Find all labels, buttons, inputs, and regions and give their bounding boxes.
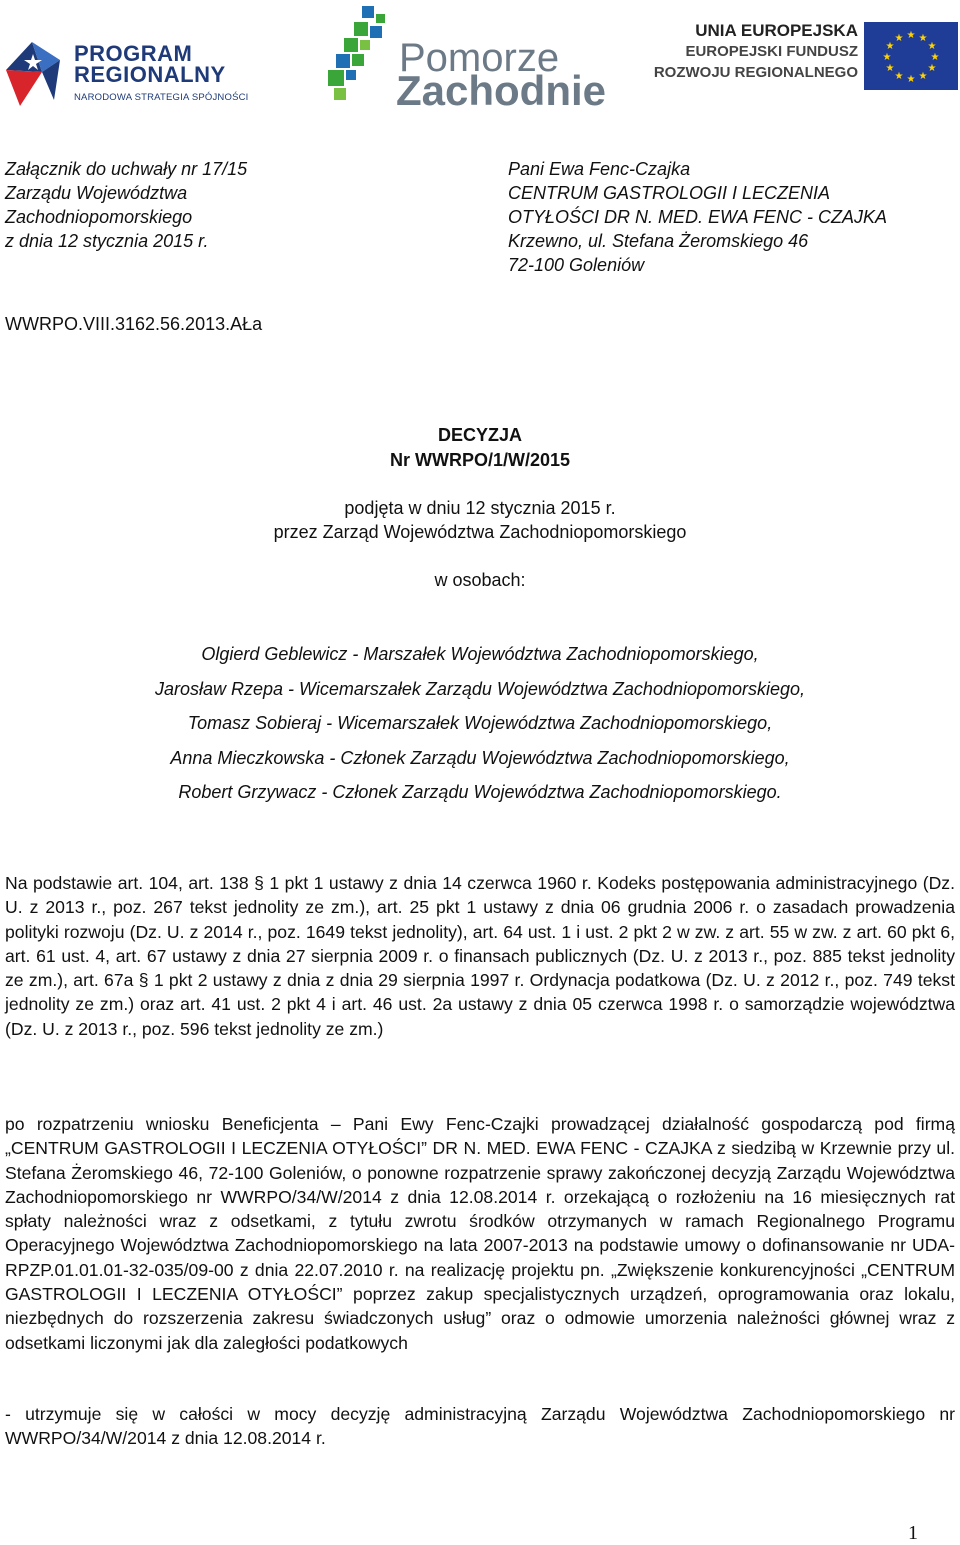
annex-header [5, 157, 247, 253]
recipient-line: 72-100 Goleniów [508, 255, 645, 275]
program-regionalny-mark-icon [4, 30, 70, 110]
recipient-line: OTYŁOŚCI DR N. MED. EWA FENC - CZAJKA [508, 207, 888, 227]
svg-text:★: ★ [894, 71, 904, 82]
zachodnie-wordmark: Zachodnie [396, 67, 607, 114]
annex-line: Zarządu Województwa [5, 183, 188, 203]
recipient-line: Pani Ewa Fenc-Czajka [508, 159, 691, 179]
recipient-line: CENTRUM GASTROLOGII I LECZENIA [508, 183, 831, 203]
annex-line: z dnia 12 stycznia 2015 r. [5, 231, 209, 251]
pomorze-zachodnie-logo [324, 4, 607, 114]
svg-text:★: ★ [918, 71, 928, 82]
persons-intro: w osobach: [434, 570, 526, 590]
annex-line: Zachodniopomorskiego [5, 207, 193, 227]
page-number: 1 [908, 1522, 918, 1544]
board-member: Jarosław Rzepa - Wicemarszałek Zarządu Województwa Zachodniopomorskiego, [154, 678, 806, 699]
pomorze-zachodnie-mark-icon [324, 4, 396, 108]
program-regionalny-tagline: NARODOWA STRATEGIA SPÓJNOŚCI [74, 92, 249, 103]
svg-text:★: ★ [882, 52, 892, 63]
svg-text:★: ★ [885, 63, 895, 74]
legal-basis-paragraph: Na podstawie art. 104, art. 138 § 1 pkt 1 ustawy z dnia 14 czerwca 1960 r. Kodeks postępowania administracyjnego (Dz. U. z 2013 r., poz. 267 tekst jednolity ze zm.), art. 25 pkt 1 ustawy z dnia 06 grudnia 2006 r. o zasadach prowadzenia polityki rozwoju (Dz. U. z 2014 r., poz. 1649 tekst jednolity), art. 64 ust. 1 i ust. 2 pkt 2 w zw. z art. 55 w zw. z art. 60 pkt 6, art. 61 ust. 4, art. 67 ustawy z dnia 27 sierpnia 2009 r. o finansach publicznych (Dz. U. z 2013 r., poz. 885 tekst jednolity ze zm.), art. 67a § 1 pkt 2 ustawy z dnia z dnia 29 sierpnia 1997 r. Ordynacja podatkowa (Dz. U. z 2012 r., poz. 749 tekst jednolity ze zm.) oraz art. 41 ust. 2 pkt 4 i art. 46 ust. 2a ustawy z dnia 05 czerwca 1998 r. o samorządzie województwa (Dz. U. z 2013 r., poz. 596 tekst jednolity ze zm.) [5, 873, 955, 1039]
consideration-paragraph: po rozpatrzeniu wniosku Beneficjenta – Pani Ewy Fenc-Czajki prowadzącej działalność gospodarczą pod firmą „CENTRUM GASTROLOGII I LECZENIA OTYŁOŚCI” DR N. MED. EWA FENC - CZAJKA z siedzibą w Krzewnie przy ul. Stefana Żeromskiego 46, 72-100 Goleniów, o ponowne rozpatrzenie sprawy zakończonej decyzją Zarządu Województwa Zachodniopomorskiego nr WWRPO/34/W/2014 z dnia 12.08.2014 r. orzekającą o rozłożeniu na 16 miesięcznych rat spłaty należności wraz z odsetkami, z tytułu zwrotu środków otrzymanych w ramach Regionalnego Programu Operacyjnego Województwa Zachodniopomorskiego na lata 2007-2013 na podstawie umowy o dofinansowanie nr UDA-RPZP.01.01.01-32-035/09-00 z dnia 22.07.2010 r. na realizację projektu pn. „Zwiększenie konkurencyjności „CENTRUM GASTROLOGII I LECZENIA OTYŁOŚCI” poprzez zakup specjalistycznych urządzeń, oprogramowania oraz lokalu, niezbędnych do rozszerzenia zakresu świadczonych usług” oraz o odmowie umorzenia należności głównej wraz z odsetkami liczonymi jak dla zaległości podatkowych [5, 1114, 955, 1353]
board-member: Olgierd Geblewicz - Marszałek Województwa Zachodniopomorskiego, [201, 644, 759, 664]
recipient-line: Krzewno, ul. Stefana Żeromskiego 46 [508, 231, 809, 251]
decision-issuer: przez Zarząd Województwa Zachodniopomorskiego [273, 522, 687, 542]
svg-text:★: ★ [906, 74, 916, 85]
board-member: Robert Grzywacz - Członek Zarządu Województwa Zachodniopomorskiego. [178, 782, 782, 802]
svg-text:★: ★ [894, 33, 904, 44]
program-regionalny-wordmark: PROGRAM REGIONALNY [74, 41, 226, 87]
program-regionalny-logo [4, 30, 254, 110]
eu-flag-icon [864, 22, 958, 90]
pomorze-wordmark: Pomorze [399, 36, 560, 80]
board-member: Anna Mieczkowska - Członek Zarządu Województwa Zachodniopomorskiego, [170, 747, 790, 768]
board-members-list [0, 642, 960, 815]
decision-number: Nr WWRPO/1/W/2015 [389, 450, 571, 470]
case-reference: WWRPO.VIII.3162.56.2013.AŁa [5, 314, 263, 334]
decision-paragraph: - utrzymuje się w całości w mocy decyzję administracyjną Zarządu Województwa Zachodniopomorskiego nr WWRPO/34/W/2014 z dnia 12.08.2014 r. [5, 1404, 955, 1449]
svg-text:★: ★ [927, 63, 937, 74]
decision-date: podjęta w dniu 12 stycznia 2015 r. [344, 498, 616, 518]
decision-title: DECYZJA [437, 425, 522, 445]
eu-fund-wordmark: UNIA EUROPEJSKA EUROPEJSKI FUNDUSZ ROZWOJU REGIONALNEGO [653, 21, 858, 81]
annex-line: Załącznik do uchwały nr 17/15 [5, 159, 248, 179]
svg-text:★: ★ [930, 52, 940, 63]
svg-text:★: ★ [885, 41, 895, 52]
svg-text:★: ★ [927, 41, 937, 52]
svg-text:★: ★ [918, 33, 928, 44]
eu-fund-logo [648, 20, 958, 106]
recipient-address [508, 157, 887, 277]
board-member: Tomasz Sobieraj - Wicemarszałek Województwa Zachodniopomorskiego, [187, 713, 773, 733]
svg-text:★: ★ [906, 30, 916, 41]
logo-bar [0, 0, 960, 118]
